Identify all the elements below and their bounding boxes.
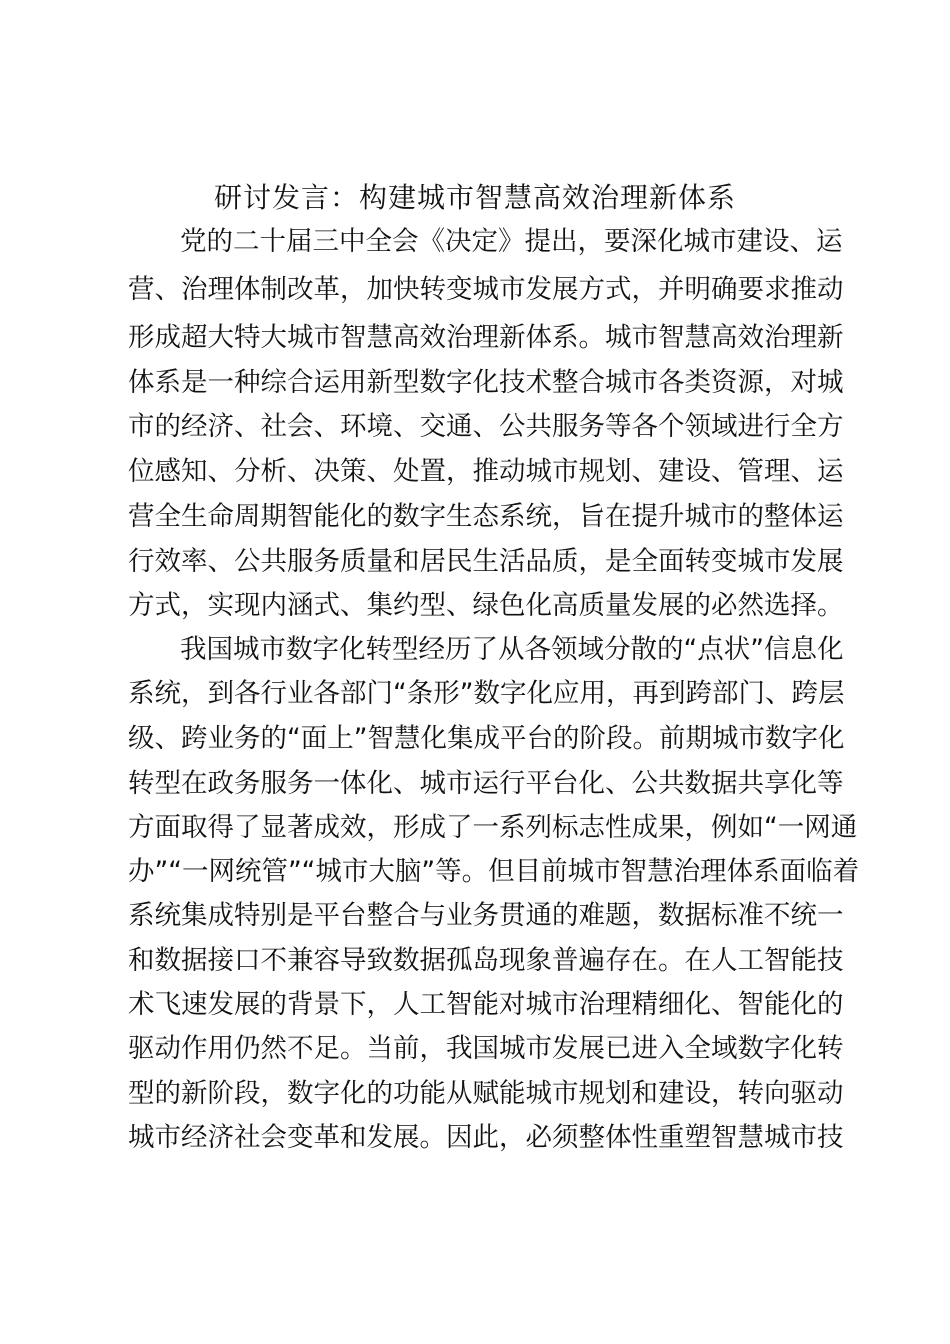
- paragraph-2-line: 方面取得了显著成效，形成了一系列标志性成果，例如“一网通: [128, 812, 858, 843]
- paragraph-1-line: 市的经济、社会、环境、交通、公共服务等各个领域进行全方: [128, 411, 844, 442]
- paragraph-1-line: 营、治理体制改革，加快转变城市发展方式，并明确要求推动: [128, 274, 844, 305]
- paragraph-2-line: 级、跨业务的“面上”智慧化集成平台的阶段。前期城市数字化: [128, 723, 845, 754]
- paragraph-1-line: 营全生命周期智能化的数字生态系统，旨在提升城市的整体运: [128, 501, 844, 532]
- paragraph-2-line: 城市经济社会变革和发展。因此，必须整体性重塑智慧城市技: [128, 1122, 844, 1153]
- paragraph-1-line: 方式，实现内涵式、集约型、绿色化高质量发展的必然选择。: [128, 590, 844, 621]
- paragraph-2-line: 办”“一网统管”“城市大脑”等。但目前城市智慧治理体系面临着: [128, 856, 860, 887]
- document-title: 研讨发言：构建城市智慧高效治理新体系: [213, 181, 736, 214]
- paragraph-2-line: 系统，到各行业各部门“条形”数字化应用，再到跨部门、跨层: [128, 678, 845, 709]
- paragraph-1-line: 体系是一种综合运用新型数字化技术整合城市各类资源，对城: [128, 367, 844, 398]
- paragraph-1-line: 形成超大特大城市智慧高效治理新体系。城市智慧高效治理新: [128, 322, 844, 353]
- paragraph-2-line: 术飞速发展的背景下，人工智能对城市治理精细化、智能化的: [128, 989, 844, 1020]
- paragraph-2-line: 转型在政务服务一体化、城市运行平台化、公共数据共享化等: [128, 768, 844, 799]
- paragraph-2-line: 系统集成特别是平台整合与业务贯通的难题，数据标准不统一: [128, 900, 844, 931]
- paragraph-2-line: 我国城市数字化转型经历了从各领域分散的“点状”信息化: [180, 634, 844, 665]
- paragraph-1-line: 行效率、公共服务质量和居民生活品质，是全面转变城市发展: [128, 546, 844, 577]
- paragraph-2-line: 型的新阶段，数字化的功能从赋能城市规划和建设，转向驱动: [128, 1078, 844, 1109]
- paragraph-1-line: 党的二十届三中全会《决定》提出，要深化城市建设、运: [180, 226, 843, 257]
- paragraph-1-line: 位感知、分析、决策、处置，推动城市规划、建设、管理、运: [128, 456, 844, 487]
- paragraph-2-line: 和数据接口不兼容导致数据孤岛现象普遍存在。在人工智能技: [128, 945, 844, 976]
- paragraph-2-line: 驱动作用仍然不足。当前，我国城市发展已进入全域数字化转: [128, 1033, 844, 1064]
